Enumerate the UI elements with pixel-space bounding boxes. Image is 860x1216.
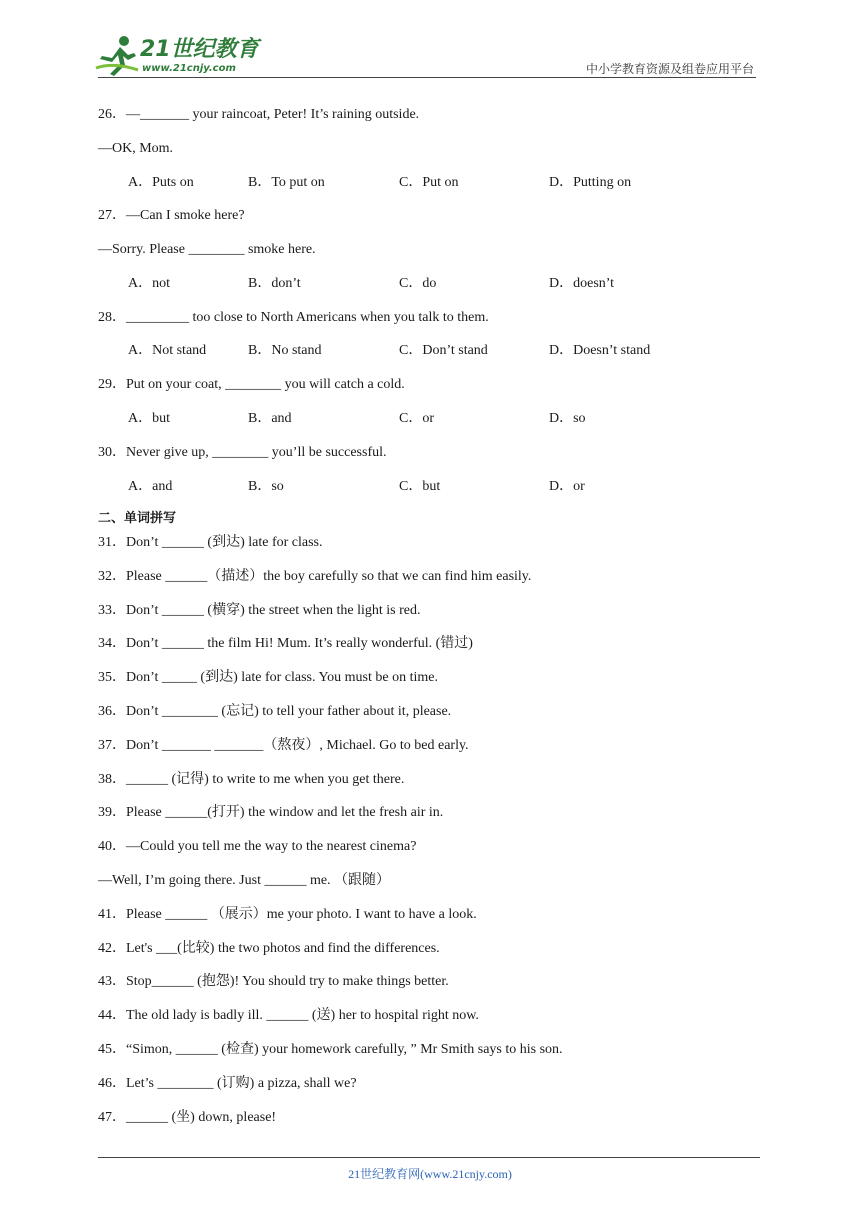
option-d: D．so: [549, 411, 586, 426]
section-heading-spelling: 二、单词拼写: [98, 511, 177, 526]
question-45: 45．“Simon, ______ (检查) your homework carefully, ” Mr Smith says to his son.: [98, 1042, 563, 1057]
question-33: 33．Don’t ______ (横穿) the street when the light is red.: [98, 603, 421, 618]
question-27-line-1: 27．—Can I smoke here?: [98, 208, 245, 223]
option-a: A．Puts on: [128, 175, 194, 190]
option-c: C．or: [399, 411, 434, 426]
question-40-line-1: 40．—Could you tell me the way to the nearest cinema?: [98, 839, 417, 854]
question-27-line-2: —Sorry. Please ________ smoke here.: [98, 242, 316, 257]
question-35: 35．Don’t _____ (到达) late for class. You must be on time.: [98, 670, 438, 685]
question-44: 44．The old lady is badly ill. ______ (送) her to hospital right now.: [98, 1008, 479, 1023]
logo: [94, 34, 264, 78]
question-36: 36．Don’t ________ (忘记) to tell your father about it, please.: [98, 704, 452, 719]
option-b: B．so: [248, 479, 284, 494]
option-c: C．Don’t stand: [399, 343, 488, 358]
question-30-line-1: 30．Never give up, ________ you’ll be successful.: [98, 445, 387, 460]
option-a: A．and: [128, 479, 173, 494]
question-31: 31．Don’t ______ (到达) late for class.: [98, 535, 323, 550]
logo-url: www.21cnjy.com: [142, 63, 236, 74]
question-41: 41．Please ______ （展示）me your photo. I want to have a look.: [98, 907, 477, 922]
question-47: 47．______ (坐) down, please!: [98, 1110, 277, 1125]
option-a: A．Not stand: [128, 343, 207, 358]
option-c: C．do: [399, 276, 437, 291]
logo-text: 21世纪教育: [140, 37, 259, 62]
option-d: D．Putting on: [549, 175, 632, 190]
question-32: 32．Please ______（描述）the boy carefully so that we can find him easily.: [98, 569, 532, 584]
header-divider: [98, 77, 756, 78]
question-40-line-2: —Well, I’m going there. Just ______ me. （跟随）: [98, 873, 391, 888]
option-a: A．but: [128, 411, 170, 426]
option-d: D．Doesn’t stand: [549, 343, 651, 358]
option-a: A．not: [128, 276, 170, 291]
option-c: C．Put on: [399, 175, 459, 190]
option-c: C．but: [399, 479, 441, 494]
question-34: 34．Don’t ______ the film Hi! Mum. It’s really wonderful. (错过): [98, 636, 473, 651]
option-b: B．and: [248, 411, 292, 426]
option-b: B．don’t: [248, 276, 301, 291]
question-46: 46．Let’s ________ (订购) a pizza, shall we?: [98, 1076, 357, 1091]
option-d: D．doesn’t: [549, 276, 615, 291]
question-28-line-1: 28．_________ too close to North Americans when you talk to them.: [98, 310, 489, 325]
question-29-line-1: 29．Put on your coat, ________ you will catch a cold.: [98, 377, 405, 392]
question-42: 42．Let's ___(比较) the two photos and find the differences.: [98, 941, 440, 956]
page-header: [0, 0, 860, 80]
option-b: B．To put on: [248, 175, 325, 190]
option-b: B．No stand: [248, 343, 322, 358]
question-26-line-1: 26．—_______ your raincoat, Peter! It’s raining outside.: [98, 107, 420, 122]
question-43: 43．Stop______ (抱怨)! You should try to make things better.: [98, 974, 449, 989]
footer-link[interactable]: 21世纪教育网(www.21cnjy.com): [348, 1167, 512, 1181]
footer-divider: [98, 1157, 760, 1158]
question-39: 39．Please ______(打开) the window and let the fresh air in.: [98, 805, 444, 820]
question-37: 37．Don’t _______ _______（熬夜）, Michael. Go to bed early.: [98, 738, 469, 753]
header-platform-text: 中小学教育资源及组卷应用平台: [585, 62, 754, 76]
question-38: 38．______ (记得) to write to me when you get there.: [98, 772, 405, 787]
option-d: D．or: [549, 479, 585, 494]
question-26-line-2: —OK, Mom.: [98, 141, 174, 156]
runner-logo-icon: [94, 34, 140, 78]
